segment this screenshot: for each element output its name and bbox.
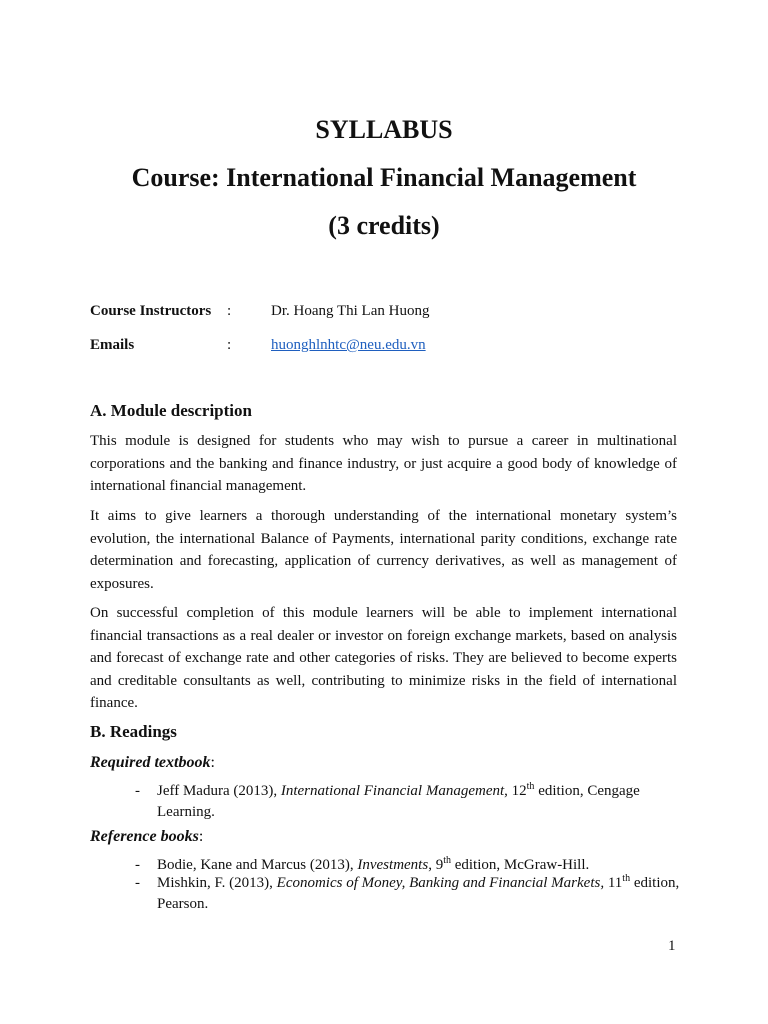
list-dash: - [135, 783, 140, 799]
list-dash: - [135, 875, 140, 891]
section-b-heading: B. Readings [90, 722, 177, 741]
ref-publisher: edition, McGraw-Hill. [450, 857, 590, 873]
module-paragraph-2: It aims to give learners a thorough understanding of the international monetary system’s evolution, the international Balance of Payments, international parity conditions, exchange rate determination and forecasting, application of currency derivatives, as well as management of exposures. [90, 508, 677, 592]
ref-title: Investments [357, 857, 429, 873]
module-paragraph-3: On successful completion of this module learners will be able to implement international financial transactions as a real dealer or investor on foreign exchange markets, based on analysis and forecast of exchange rate and other categories of risks. They are believed to become experts and creditable consultants as well, contributing to minimize risks in the field of international finance. [90, 605, 677, 711]
ref-author: Mishkin, F. (2013), [157, 875, 277, 891]
reference-item-text [157, 873, 680, 915]
reference-books-label: Reference books [90, 828, 199, 845]
required-textbook-heading [90, 753, 215, 773]
ref-edition-suffix: th [443, 855, 451, 866]
instructors-value: Dr. Hoang Thi Lan Huong [271, 303, 430, 319]
emails-label: Emails [90, 337, 135, 353]
ref-publisher: edition, Pearson. [157, 875, 680, 912]
module-paragraph-1: This module is designed for students who may wish to pursue a career in multinational corporations and the banking and finance industry, or just acquire a good body of knowledge of international financial management. [90, 433, 677, 494]
ref-author: Bodie, Kane and Marcus (2013), [157, 857, 358, 873]
course-credits: (3 credits) [328, 211, 440, 240]
ref-edition: 11 [604, 875, 623, 891]
ref-edition: , 9 [428, 857, 444, 873]
section-a-heading: A. Module description [90, 401, 252, 420]
required-textbook-label: Required textbook [90, 754, 211, 771]
instructors-colon: : [227, 303, 232, 319]
reference-item [135, 873, 680, 915]
ref-title: Economics of Money, Banking and Financial Markets, [276, 875, 605, 891]
ref-edition-suffix: th [526, 781, 535, 792]
list-dash: - [135, 857, 140, 873]
ref-publisher: edition, Cengage Learning. [157, 783, 640, 820]
required-item [135, 781, 680, 823]
ref-edition: , 12 [504, 783, 527, 799]
required-item-text [157, 781, 680, 823]
reference-books-heading [90, 827, 203, 847]
ref-author: Jeff Madura (2013), [157, 783, 281, 799]
required-textbook-colon: : [210, 754, 215, 771]
page-number: 1 [668, 938, 676, 954]
emails-value-wrapper [271, 335, 426, 355]
document-title: SYLLABUS [315, 115, 453, 144]
course-title: Course: International Financial Management [131, 163, 637, 192]
emails-colon: : [227, 337, 232, 353]
title-block [0, 106, 768, 250]
reference-books-colon: : [198, 828, 204, 845]
ref-title: International Financial Management [280, 783, 505, 799]
instructor-email-link[interactable]: huonghlnhtc@neu.edu.vn [271, 337, 426, 353]
ref-edition-suffix: th [622, 873, 631, 884]
instructors-label: Course Instructors [90, 303, 212, 319]
